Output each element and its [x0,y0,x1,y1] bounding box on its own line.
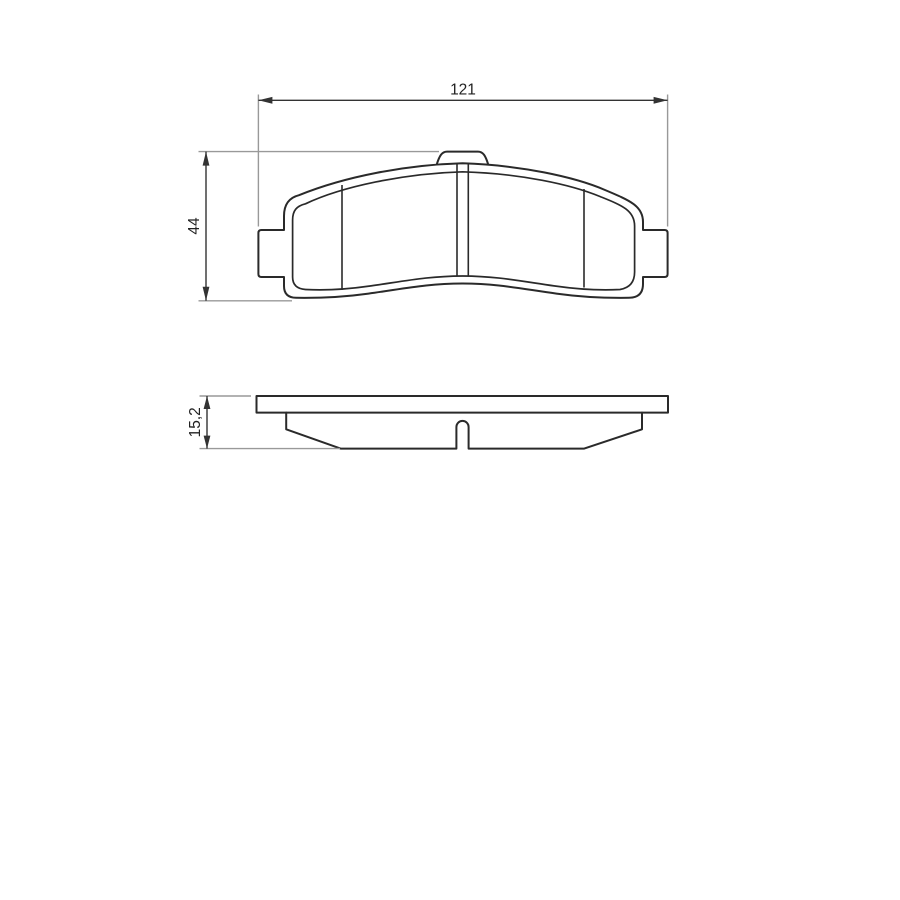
arrowhead-down-icon [204,436,211,449]
height-dimension [186,152,439,301]
front-view [186,82,668,301]
front-view-outer-outline [258,163,667,298]
side-view-friction-profile [286,413,642,449]
arrowhead-right-icon [654,97,668,104]
width-dimension-label: 121 [450,81,476,99]
front-view-top-lug [437,152,488,164]
width-dimension [258,82,667,227]
thickness-dimension-label: 15,2 [187,407,204,438]
arrowhead-up-icon [203,152,210,166]
height-dimension-label: 44 [186,217,203,235]
side-view-backplate [257,396,669,413]
arrowhead-left-icon [258,97,272,104]
arrowhead-down-icon [203,287,210,301]
arrowhead-up-icon [204,396,211,409]
side-view [187,396,668,449]
